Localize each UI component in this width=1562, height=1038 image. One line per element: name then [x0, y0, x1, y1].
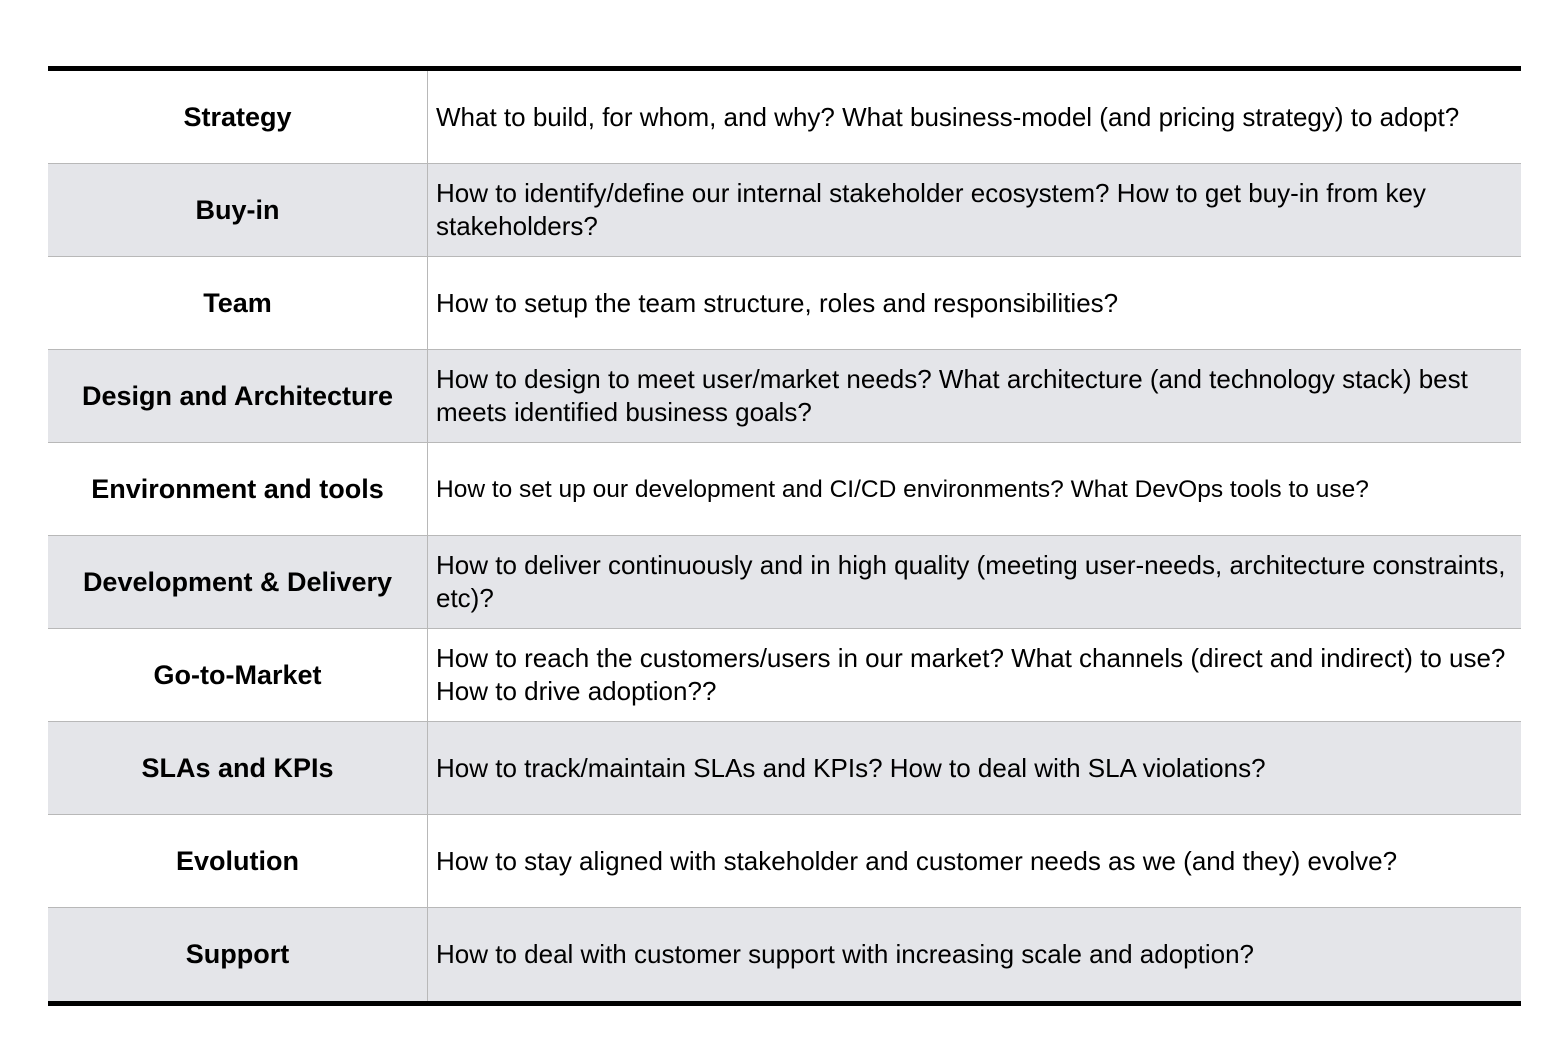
row-description: How to stay aligned with stakeholder and customer needs as we (and they) evolve? — [436, 845, 1398, 876]
row-description: What to build, for whom, and why? What business-model (and pricing strategy) to adopt? — [436, 101, 1460, 132]
row-description: How to track/maintain SLAs and KPIs? How to deal with SLA violations? — [436, 752, 1266, 783]
row-description: How to reach the customers/users in our market? What channels (direct and indirect) to use? How to drive adoption?? — [436, 643, 1506, 706]
table-row — [48, 257, 1521, 350]
row-label: Team — [48, 257, 428, 349]
row-label: Environment and tools — [48, 443, 428, 535]
table-row — [48, 908, 1521, 1001]
row-description: How to setup the team structure, roles and responsibilities? — [436, 287, 1119, 318]
row-label: Buy-in — [48, 164, 428, 256]
row-label: Support — [48, 908, 428, 1001]
row-description: How to design to meet user/market needs? What architecture (and technology stack) best meets identified business goals? — [436, 364, 1468, 427]
table-row — [48, 815, 1521, 908]
topics-table — [48, 66, 1521, 1006]
row-description: How to deal with customer support with increasing scale and adoption? — [436, 939, 1255, 969]
row-description: How to deliver continuously and in high quality (meeting user-needs, architecture constraints, etc)? — [436, 550, 1506, 613]
row-label: SLAs and KPIs — [48, 722, 428, 814]
table-row — [48, 71, 1521, 164]
row-description: How to identify/define our internal stakeholder ecosystem? How to get buy-in from key stakeholders? — [436, 178, 1426, 241]
table-row — [48, 350, 1521, 443]
table-row — [48, 164, 1521, 257]
table-row — [48, 536, 1521, 629]
row-label: Evolution — [48, 815, 428, 907]
row-description: How to set up our development and CI/CD environments? What DevOps tools to use? — [436, 475, 1369, 503]
table-row — [48, 443, 1521, 536]
table-row — [48, 722, 1521, 815]
row-label: Design and Architecture — [48, 350, 428, 442]
row-label: Strategy — [48, 71, 428, 163]
row-label: Development & Delivery — [48, 536, 428, 628]
table-row — [48, 629, 1521, 722]
row-label: Go-to-Market — [48, 629, 428, 721]
